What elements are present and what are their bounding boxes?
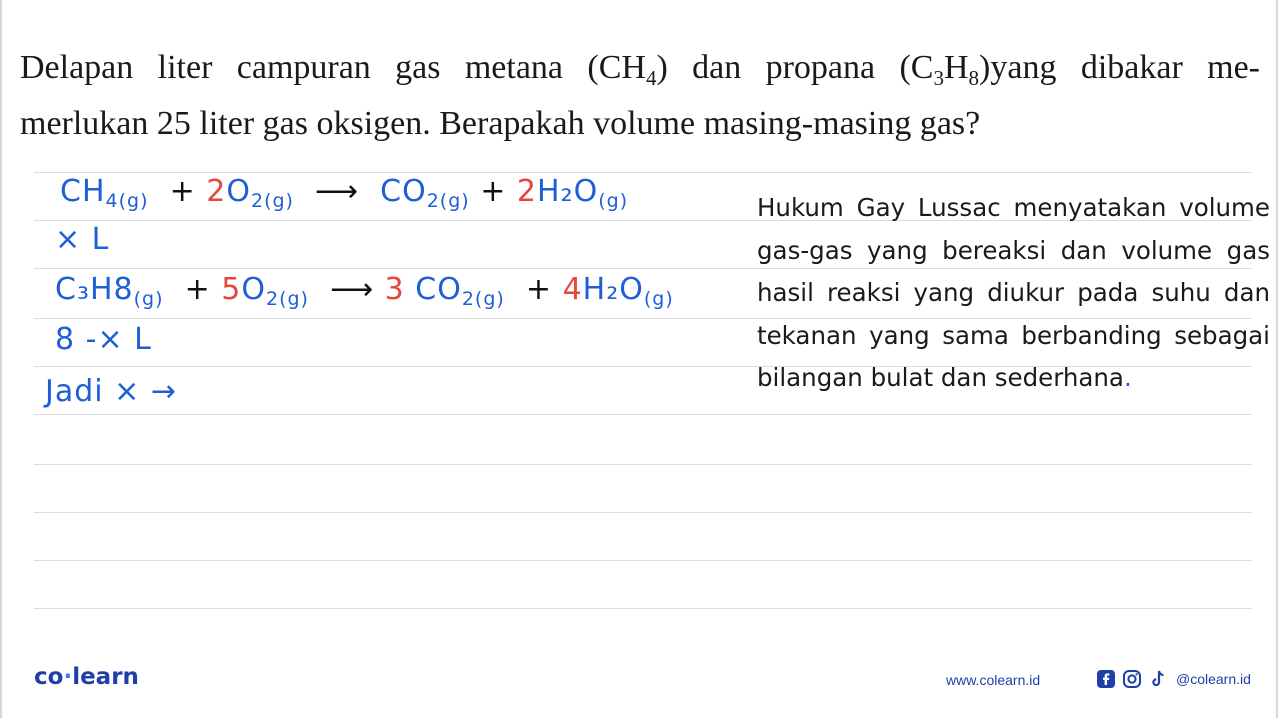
social-links [1096,669,1251,689]
ruled-line [34,414,1252,415]
facebook-icon[interactable] [1096,669,1116,689]
colearn-logo: co·learn [34,664,139,690]
question-line-2: merlukan 25 liter gas oksigen. Berapakah volume masing-masing gas? [20,105,981,142]
instagram-icon[interactable] [1122,669,1142,689]
ruled-line [34,464,1252,465]
website-url[interactable]: www.colearn.id [946,672,1041,688]
ruled-line [34,512,1252,513]
ruled-line [34,560,1252,561]
equation-propane: $C_3H8_{(g)} + 5O_{2(g)}$ ⟶ 3 $CO_{2(g)} + 4H_2O_{(g)}$ [55,272,674,310]
social-handle[interactable]: @colearn.id [1176,671,1251,687]
propane-volume: 8 -× L [55,322,152,357]
ruled-line [34,608,1252,609]
question-line-1: Delapan liter campuran gas metana $(CH_4)$ dan propana $(C_3H_8)yang$ dibakar me- [20,49,1261,90]
gay-lussac-law-text: Hukum Gay Lussac menyatakan volume gas-gas yang bereaksi dan volume gas hasil reaksi yang diukur pada suhu dan tekanan yang sama berbanding sebagai bilangan bulat dan sederhana. [757,193,1270,392]
ruled-line [34,172,1252,173]
methane-volume: × L [55,222,110,257]
tiktok-icon[interactable] [1148,669,1168,689]
equation-methane: $CH_{4(g)} + 2O_{2(g)}$ ⟶ $CO_{2(g)} + 2H_2O_{(g)}$ [60,174,629,212]
question-text [20,40,1260,152]
conclusion-note: Jadi × → [45,374,177,409]
